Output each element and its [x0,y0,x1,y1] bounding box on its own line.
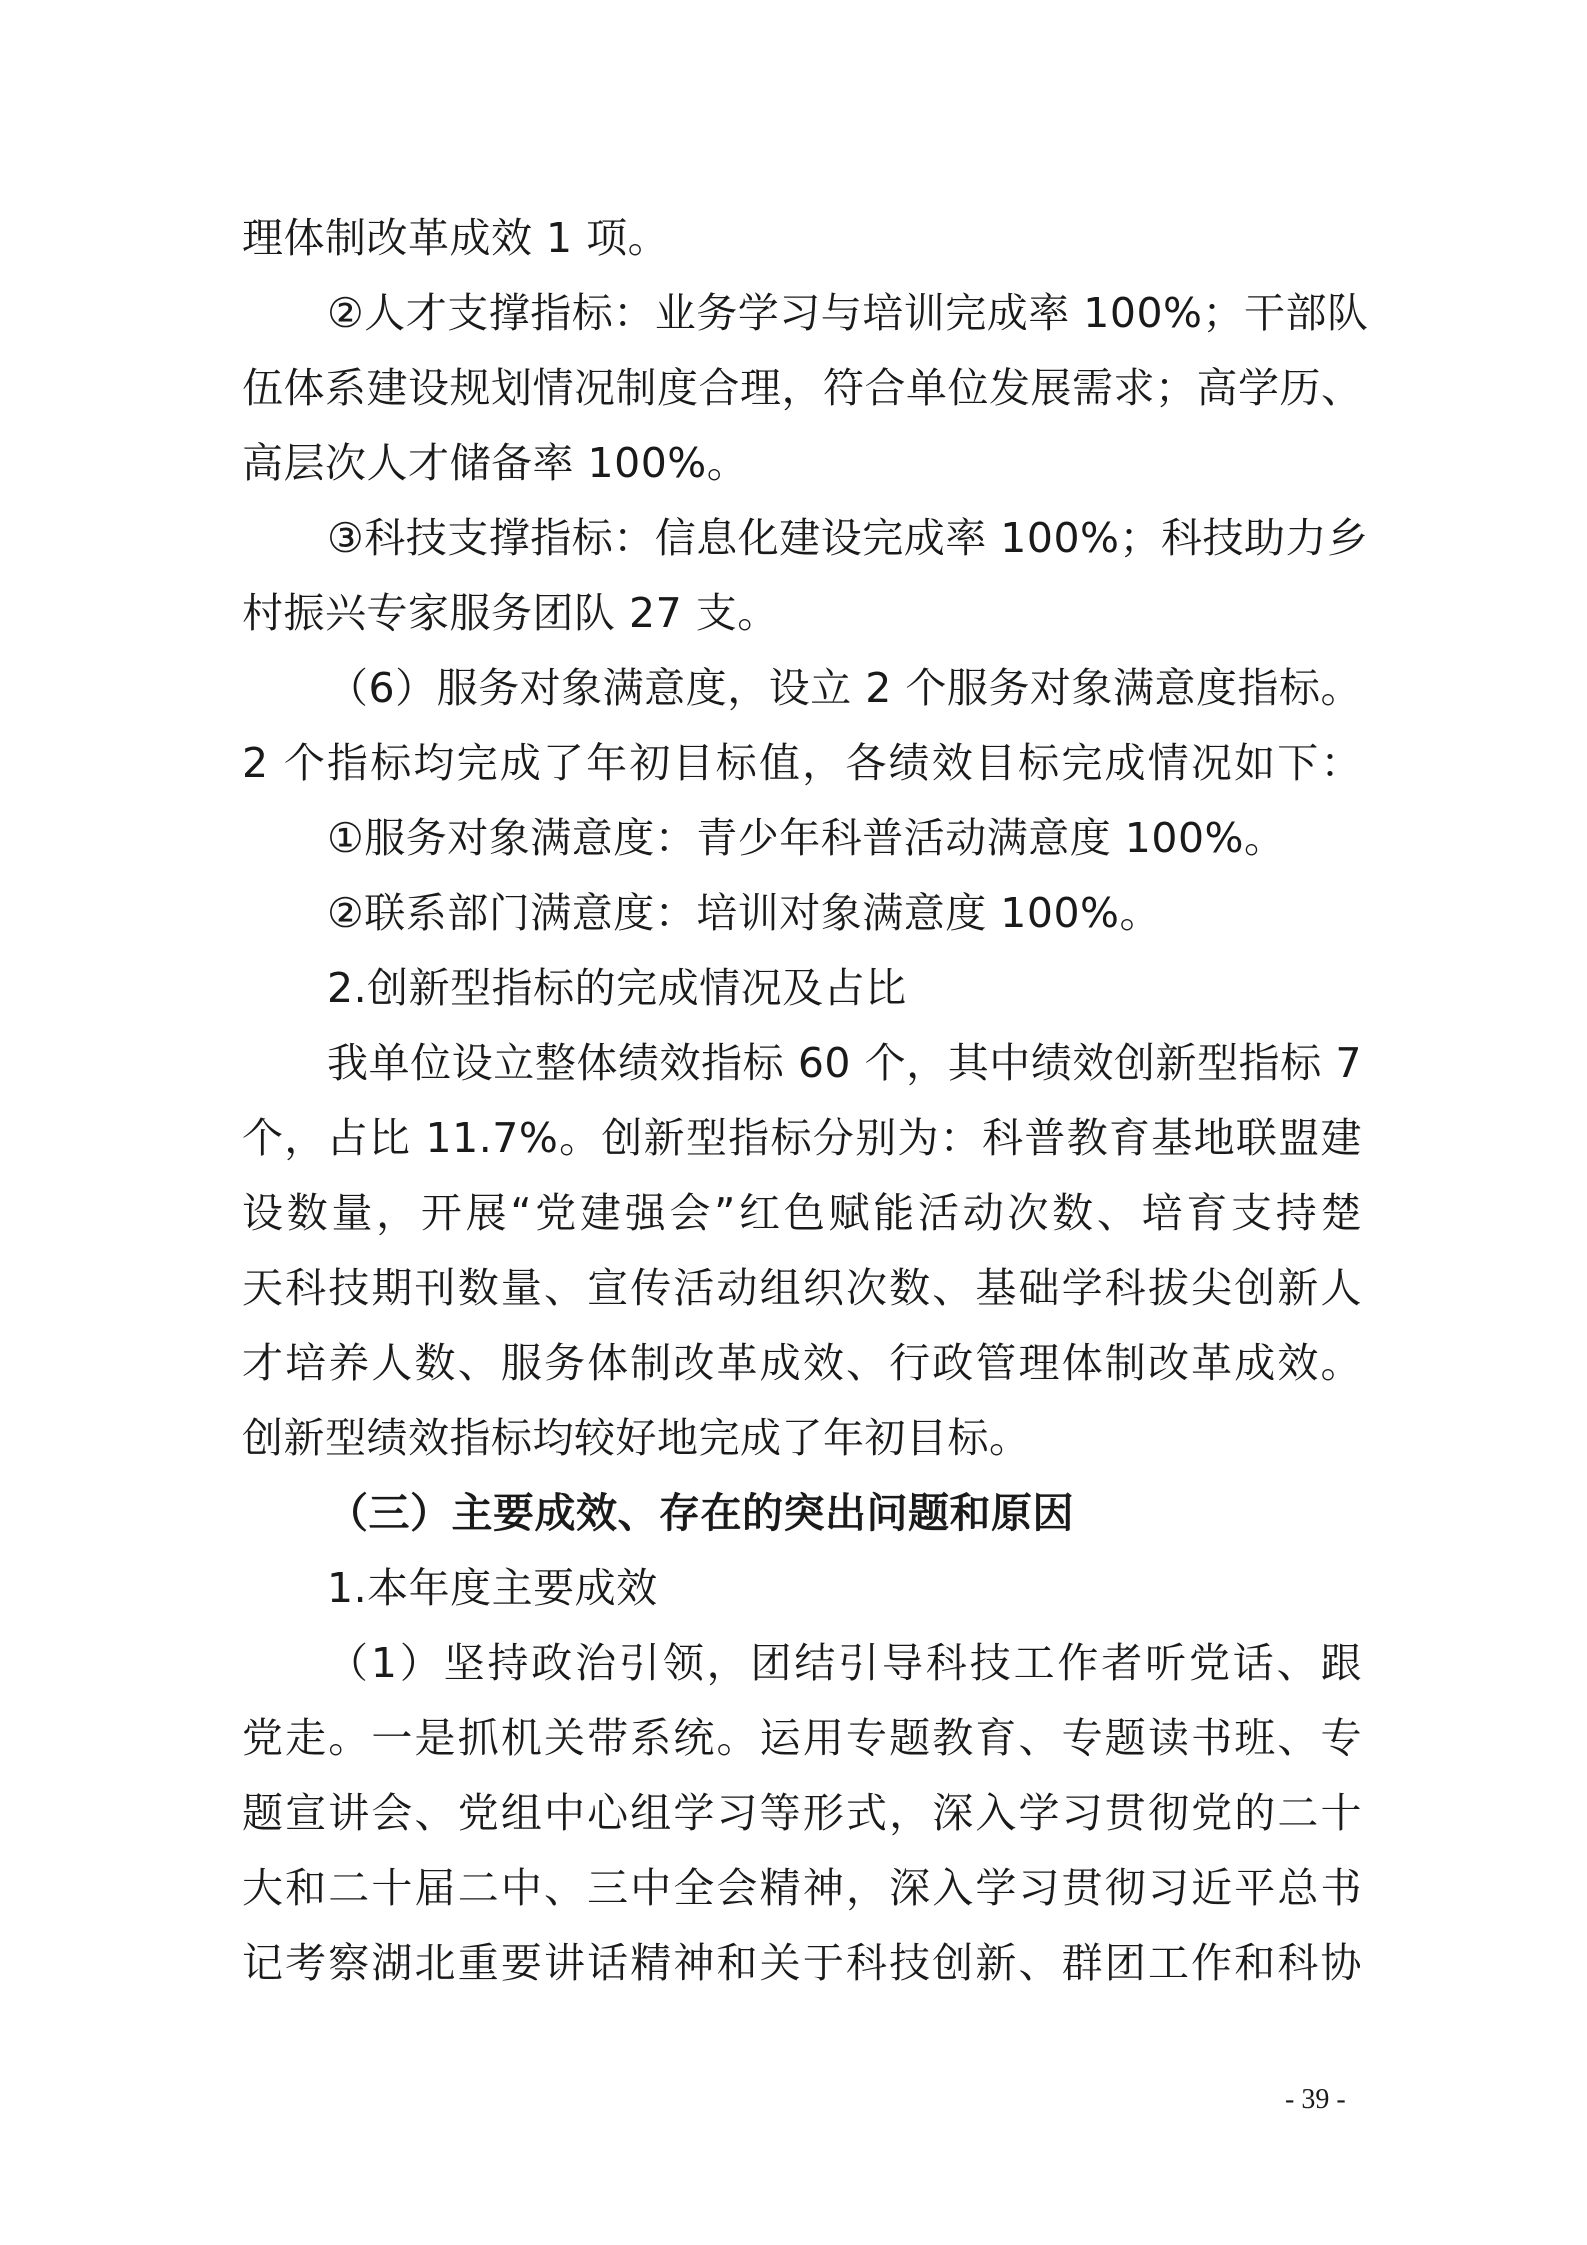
body-text-line: ③科技支撑指标：信息化建设完成率 100%；科技助力乡 [327,514,1369,562]
body-text-line: 党走。一是抓机关带系统。运用专题教育、专题读书班、专 [242,1714,1362,1762]
body-text-line: （6）服务对象满意度，设立 2 个服务对象满意度指标。 [327,664,1362,712]
body-text-line: 天科技期刊数量、宣传活动组织次数、基础学科拔尖创新人 [242,1264,1362,1312]
body-text-line: 才培养人数、服务体制改革成效、行政管理体制改革成效。 [242,1339,1362,1387]
body-text-line: 高层次人才储备率 100%。 [242,439,749,487]
body-text-line: ①服务对象满意度：青少年科普活动满意度 100%。 [327,814,1286,862]
section-subheading: 1.本年度主要成效 [327,1564,658,1612]
body-text-line: 大和二十届二中、三中全会精神，深入学习贯彻习近平总书 [242,1864,1362,1912]
body-text-line: 我单位设立整体绩效指标 60 个，其中绩效创新型指标 7 [327,1039,1362,1087]
section-heading: （三）主要成效、存在的突出问题和原因 [327,1489,1074,1537]
body-text-line: 记考察湖北重要讲话精神和关于科技创新、群团工作和科协 [242,1939,1362,1987]
body-text-line: 理体制改革成效 1 项。 [242,214,670,262]
section-subheading: 2.创新型指标的完成情况及占比 [327,964,907,1012]
body-text-line: 设数量，开展“党建强会”红色赋能活动次数、培育支持楚 [242,1189,1362,1237]
page-number: - 39 - [1285,2084,1346,2115]
body-text-line: 2 个指标均完成了年初目标值，各绩效目标完成情况如下： [242,739,1362,787]
body-text-line: 村振兴专家服务团队 27 支。 [242,589,779,637]
body-text-line: ②联系部门满意度：培训对象满意度 100%。 [327,889,1162,937]
body-text-line: 创新型绩效指标均较好地完成了年初目标。 [242,1414,1031,1462]
body-text-line: 伍体系建设规划情况制度合理，符合单位发展需求；高学历、 [242,364,1363,412]
body-text-line: （1）坚持政治引领，团结引导科技工作者听党话、跟 [327,1639,1362,1687]
body-text-line: 个，占比 11.7%。创新型指标分别为：科普教育基地联盟建 [242,1114,1362,1162]
body-text-line: ②人才支撑指标：业务学习与培训完成率 100%；干部队 [327,289,1369,337]
body-text-line: 题宣讲会、党组中心组学习等形式，深入学习贯彻党的二十 [242,1789,1362,1837]
